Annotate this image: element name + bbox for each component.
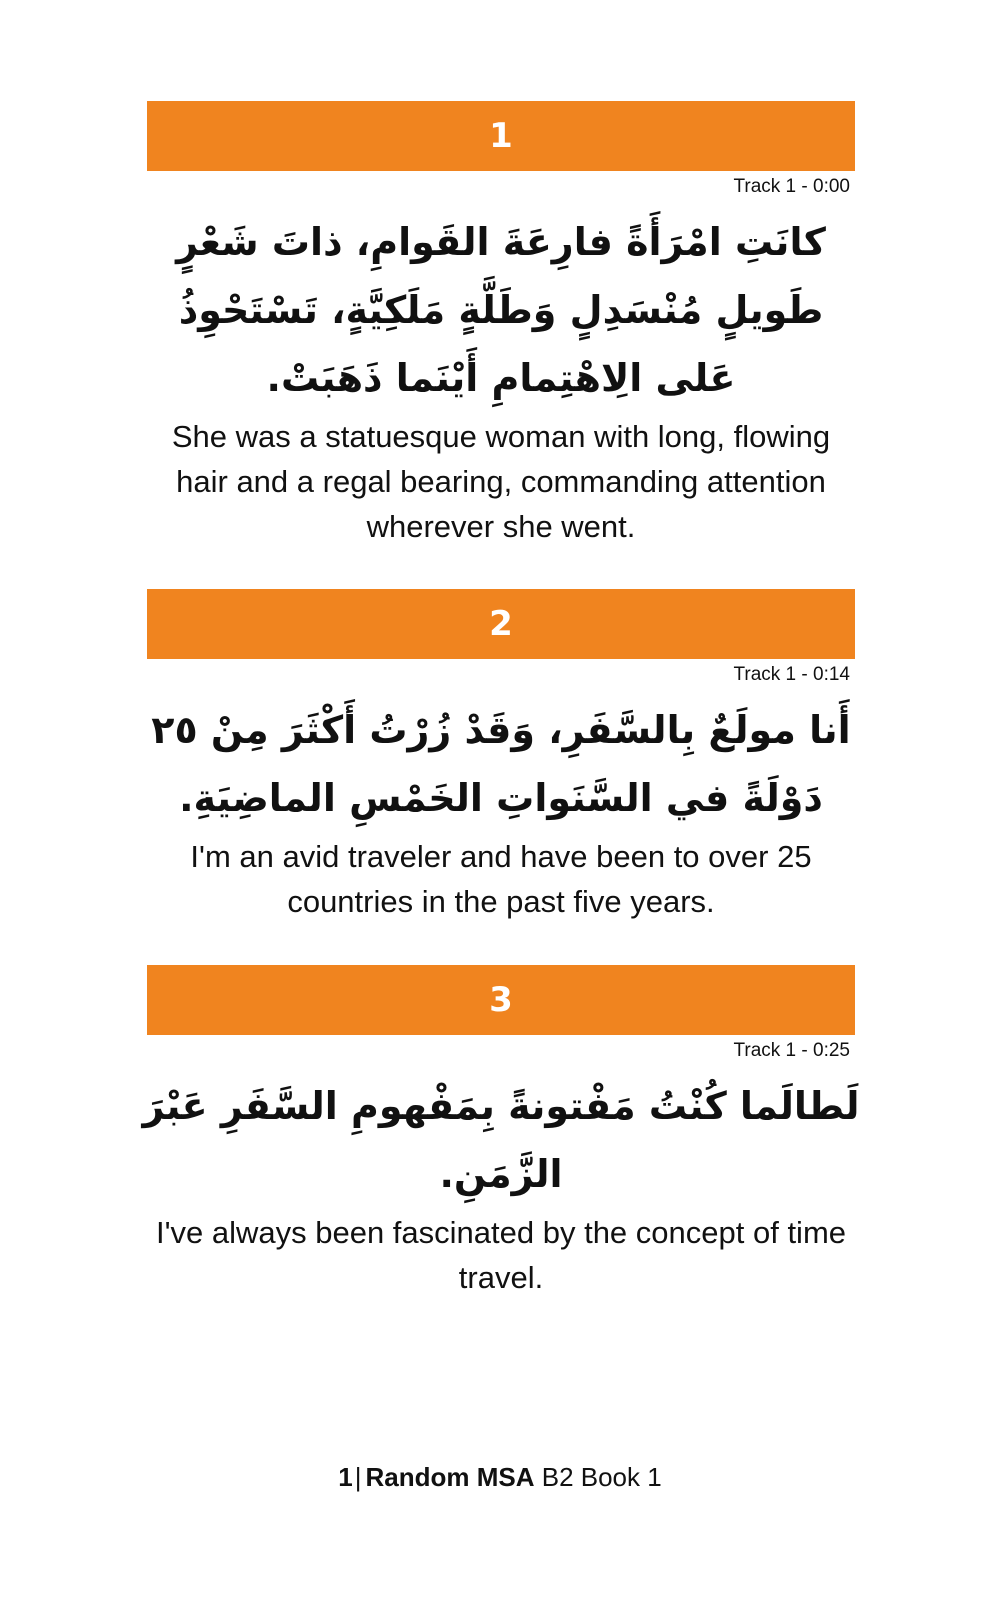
- arabic-sentence: لَطالَما كُنْتُ مَفْتونةً بِمَفْهومِ السَّفَرِ عَبْرَ الزَّمَنِ.: [142, 1084, 860, 1196]
- audio-track-timestamp: Track 1 - 0:00: [733, 176, 850, 197]
- page-number: 1: [338, 1462, 353, 1492]
- audio-track-timestamp: Track 1 - 0:14: [733, 664, 850, 685]
- book-brand: Random MSA: [365, 1462, 535, 1492]
- footer-separator: |: [354, 1462, 362, 1492]
- arabic-sentence: أَنا مولَعٌ بِالسَّفَرِ، وَقَدْ زُرْتُ أَكْثَرَ مِنْ ٢٥ دَوْلَةً في السَّنَواتِ الخَمْسِ الماضِيَةِ.: [151, 708, 851, 820]
- entry-number: 3: [489, 980, 513, 1020]
- entry-number: 1: [489, 116, 513, 156]
- entry-number-banner: [147, 965, 855, 1035]
- book-subtitle: B2 Book 1: [541, 1462, 662, 1492]
- audio-track-timestamp: Track 1 - 0:25: [733, 1040, 850, 1061]
- english-translation: She was a statuesque woman with long, flowing hair and a regal bearing, commanding attention wherever she went.: [171, 419, 831, 544]
- page-footer: [0, 1462, 1000, 1492]
- entry-number-banner: [147, 101, 855, 171]
- entry-number: 2: [489, 604, 513, 644]
- arabic-sentence: كانَتِ امْرَأَةً فارِعَةَ القَوامِ، ذاتَ شَعْرٍ طَويلٍ مُنْسَدِلٍ وَطَلَّةٍ مَلَكِيَّةٍ، تَسْتَحْوِذُ عَلى الِاهْتِمامِ أَيْنَما ذَهَبَتْ.: [176, 220, 826, 400]
- entry-2: [147, 589, 855, 924]
- entry-number-banner: [147, 589, 855, 659]
- entry-1: [147, 101, 855, 549]
- english-translation: I've always been fascinated by the concept of time travel.: [155, 1215, 847, 1295]
- entry-3: [142, 965, 860, 1300]
- english-translation: I'm an avid traveler and have been to over 25 countries in the past five years.: [190, 839, 812, 919]
